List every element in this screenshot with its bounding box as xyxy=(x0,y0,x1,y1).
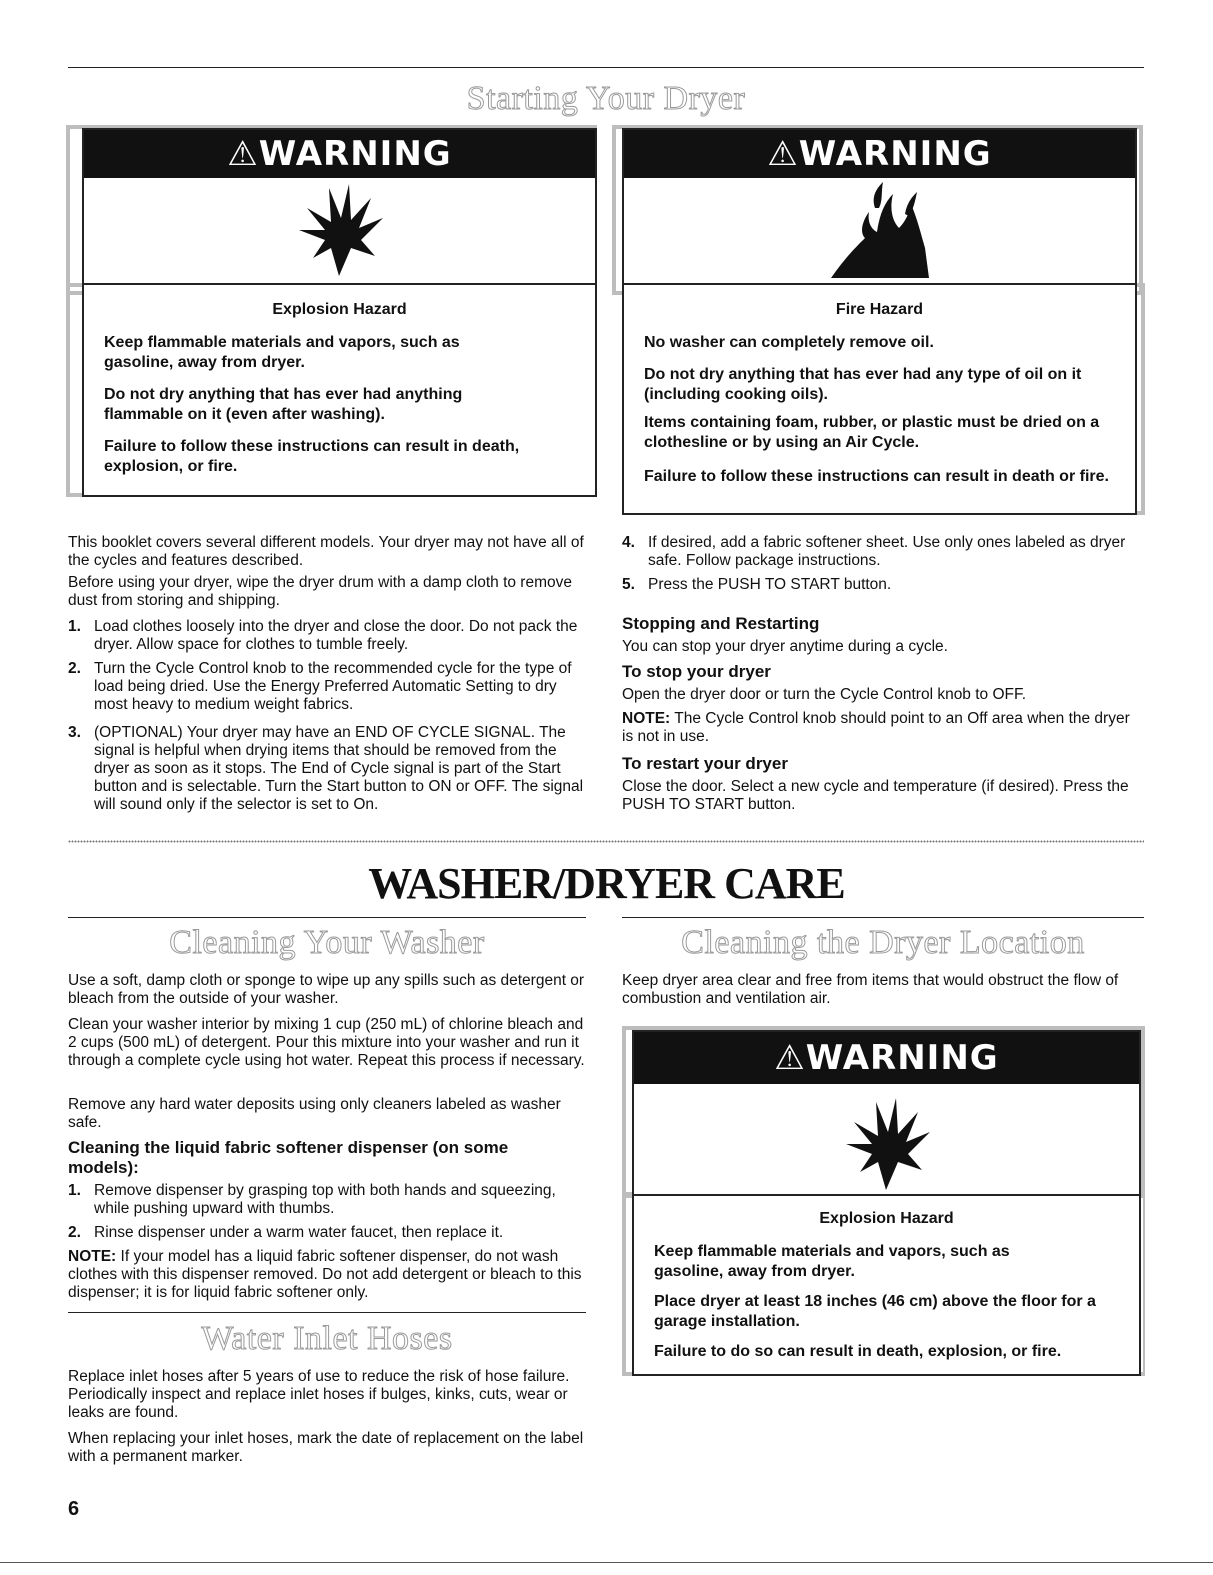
fire-icon xyxy=(624,178,1135,283)
warning-box-explosion xyxy=(82,128,597,296)
list-item xyxy=(68,724,586,834)
explosion-icon xyxy=(634,1092,1139,1192)
paragraph: Clean your washer interior by mixing 1 cup (250 mL) of chlorine bleach and 2 cups (500 mL) of detergent. Pour this mixture into your washer and run it through a complete cycle using hot water. Repeat this process if necessary. xyxy=(68,1016,585,1069)
section-title-inlet-hoses: Water Inlet Hoses xyxy=(201,1320,453,1357)
list-text: Turn the Cycle Control knob to the recommended cycle for the type of load being dried. Use the Energy Preferred Automatic Setting to dry most heavy to medium weight fabrics. xyxy=(94,660,572,713)
care-title: WASHER/DRYER CARE xyxy=(368,859,845,908)
column-rule xyxy=(622,917,1144,918)
warning-text: Failure to follow these instructions can result in death or fire. xyxy=(644,468,1109,485)
note xyxy=(68,1248,588,1302)
list-text: (OPTIONAL) Your dryer may have an END OF CYCLE SIGNAL. The signal is helpful when drying items that should be removed from the dryer as soon as it stops. The End of Cycle signal is part of the Start button and is selectable. Turn the Start button to ON or OFF. The signal will sound only if the selector is set to On. xyxy=(94,724,584,813)
warning-header: ⚠WARNING xyxy=(84,130,595,178)
warning-text: No washer can completely remove oil. xyxy=(644,334,934,351)
note-text: The Cycle Control knob should point to an Off area when the dryer is not in use. xyxy=(622,710,1130,745)
section-divider xyxy=(68,840,1144,843)
list-text: Load clothes loosely into the dryer and close the door. Do not pack the dryer. Allow space for clothes to tumble freely. xyxy=(94,618,578,653)
hazard-title: Explosion Hazard xyxy=(272,301,407,318)
warning-text: Failure to do so can result in death, explosion, or fire. xyxy=(654,1343,1062,1360)
column-rule xyxy=(68,917,586,918)
warning-header: ⚠WARNING xyxy=(634,1032,1139,1084)
list-item xyxy=(68,1224,588,1244)
paragraph: Open the dryer door or turn the Cycle Control knob to OFF. xyxy=(622,686,1027,703)
paragraph: You can stop your dryer anytime during a cycle. xyxy=(622,638,948,655)
hazard-title: Fire Hazard xyxy=(835,301,924,318)
list-text: Press the PUSH TO START button. xyxy=(648,576,892,593)
section-title-dryer-location: Cleaning the Dryer Location xyxy=(681,924,1085,961)
paragraph: When replacing your inlet hoses, mark the date of replacement on the label with a permanent marker. xyxy=(68,1430,584,1465)
warning-frame xyxy=(1141,1194,1145,1376)
list-number: 4. xyxy=(622,534,635,551)
bottom-rule xyxy=(0,1562,1213,1563)
warning-header: ⚠WARNING xyxy=(624,130,1135,178)
warning-body-fire xyxy=(622,283,1137,515)
subheading: To stop your dryer xyxy=(622,662,771,681)
note-label: NOTE: xyxy=(622,710,671,727)
warning-text: Keep flammable materials and vapors, such as gasoline, away from dryer. xyxy=(104,334,460,371)
list-item xyxy=(68,618,586,658)
subheading: Cleaning the liquid fabric softener dispenser (on some models): xyxy=(68,1138,509,1177)
warning-box-fire xyxy=(622,128,1137,296)
warning-frame xyxy=(66,283,82,497)
list-number: 1. xyxy=(68,618,81,635)
warning-body-explosion-bottom xyxy=(632,1194,1141,1376)
subheading: To restart your dryer xyxy=(622,754,788,773)
column-rule xyxy=(68,1312,586,1313)
list-number: 5. xyxy=(622,576,635,593)
list-item xyxy=(622,576,1140,596)
list-item xyxy=(68,1182,588,1222)
subheading: Stopping and Restarting xyxy=(622,614,820,633)
list-text: If desired, add a fabric softener sheet. Use only ones labeled as dryer safe. Follow package instructions. xyxy=(648,534,1126,569)
explosion-icon xyxy=(84,178,595,283)
warning-text: Place dryer at least 18 inches (46 cm) above the floor for a garage installation. xyxy=(654,1293,1096,1330)
note-text: If your model has a liquid fabric softener dispenser, do not wash clothes with this dispenser removed. Do not add detergent or bleach to this dispenser; it is for liquid fabric softener only. xyxy=(68,1248,582,1301)
section-title-cleaning-washer: Cleaning Your Washer xyxy=(169,924,485,961)
warning-text: Failure to follow these instructions can result in death, explosion, or fire. xyxy=(104,438,520,475)
warning-frame xyxy=(1137,283,1145,515)
note xyxy=(622,710,1140,746)
paragraph: Use a soft, damp cloth or sponge to wipe up any spills such as detergent or bleach from the outside of your washer. xyxy=(68,972,585,1007)
intro-paragraph: This booklet covers several different models. Your dryer may not have all of the cycles and features described. xyxy=(68,534,584,569)
list-number: 2. xyxy=(68,1224,81,1241)
paragraph: Replace inlet hoses after 5 years of use to reduce the risk of hose failure. Periodically inspect and replace inlet hoses if bulges, kinks, cuts, wear or leaks are found. xyxy=(68,1368,570,1421)
list-item xyxy=(622,534,1140,574)
warning-box-explosion-bottom xyxy=(632,1030,1141,1196)
list-item xyxy=(68,660,586,718)
page-number: 6 xyxy=(68,1498,80,1520)
warning-text: Do not dry anything that has ever had any type of oil on it (including cooking oils). xyxy=(644,366,1082,403)
intro-paragraph: Before using your dryer, wipe the dryer drum with a damp cloth to remove dust from storing and shipping. xyxy=(68,574,572,609)
section-title-starting: Starting Your Dryer xyxy=(466,80,746,117)
list-text: Remove dispenser by grasping top with both hands and squeezing, while pushing upward with thumbs. xyxy=(94,1182,556,1217)
list-number: 3. xyxy=(68,724,81,741)
list-text: Rinse dispenser under a warm water faucet, then replace it. xyxy=(94,1224,504,1241)
note-label: NOTE: xyxy=(68,1248,117,1265)
warning-text: Keep flammable materials and vapors, such as gasoline, away from dryer. xyxy=(654,1243,1010,1280)
warning-text: Items containing foam, rubber, or plastic must be dried on a clothesline or by using an Air Cycle. xyxy=(644,414,1100,451)
paragraph: Remove any hard water deposits using only cleaners labeled as washer safe. xyxy=(68,1096,561,1131)
paragraph: Keep dryer area clear and free from items that would obstruct the flow of combustion and ventilation air. xyxy=(622,972,1119,1007)
warning-text: Do not dry anything that has ever had anything flammable on it (even after washing). xyxy=(104,386,463,423)
list-number: 2. xyxy=(68,660,81,677)
hazard-title: Explosion Hazard xyxy=(819,1210,954,1227)
paragraph: Close the door. Select a new cycle and temperature (if desired). Press the PUSH TO START button. xyxy=(622,778,1129,813)
top-rule xyxy=(68,67,1144,68)
list-number: 1. xyxy=(68,1182,81,1199)
warning-frame xyxy=(622,1194,632,1376)
warning-body-explosion xyxy=(82,283,597,497)
